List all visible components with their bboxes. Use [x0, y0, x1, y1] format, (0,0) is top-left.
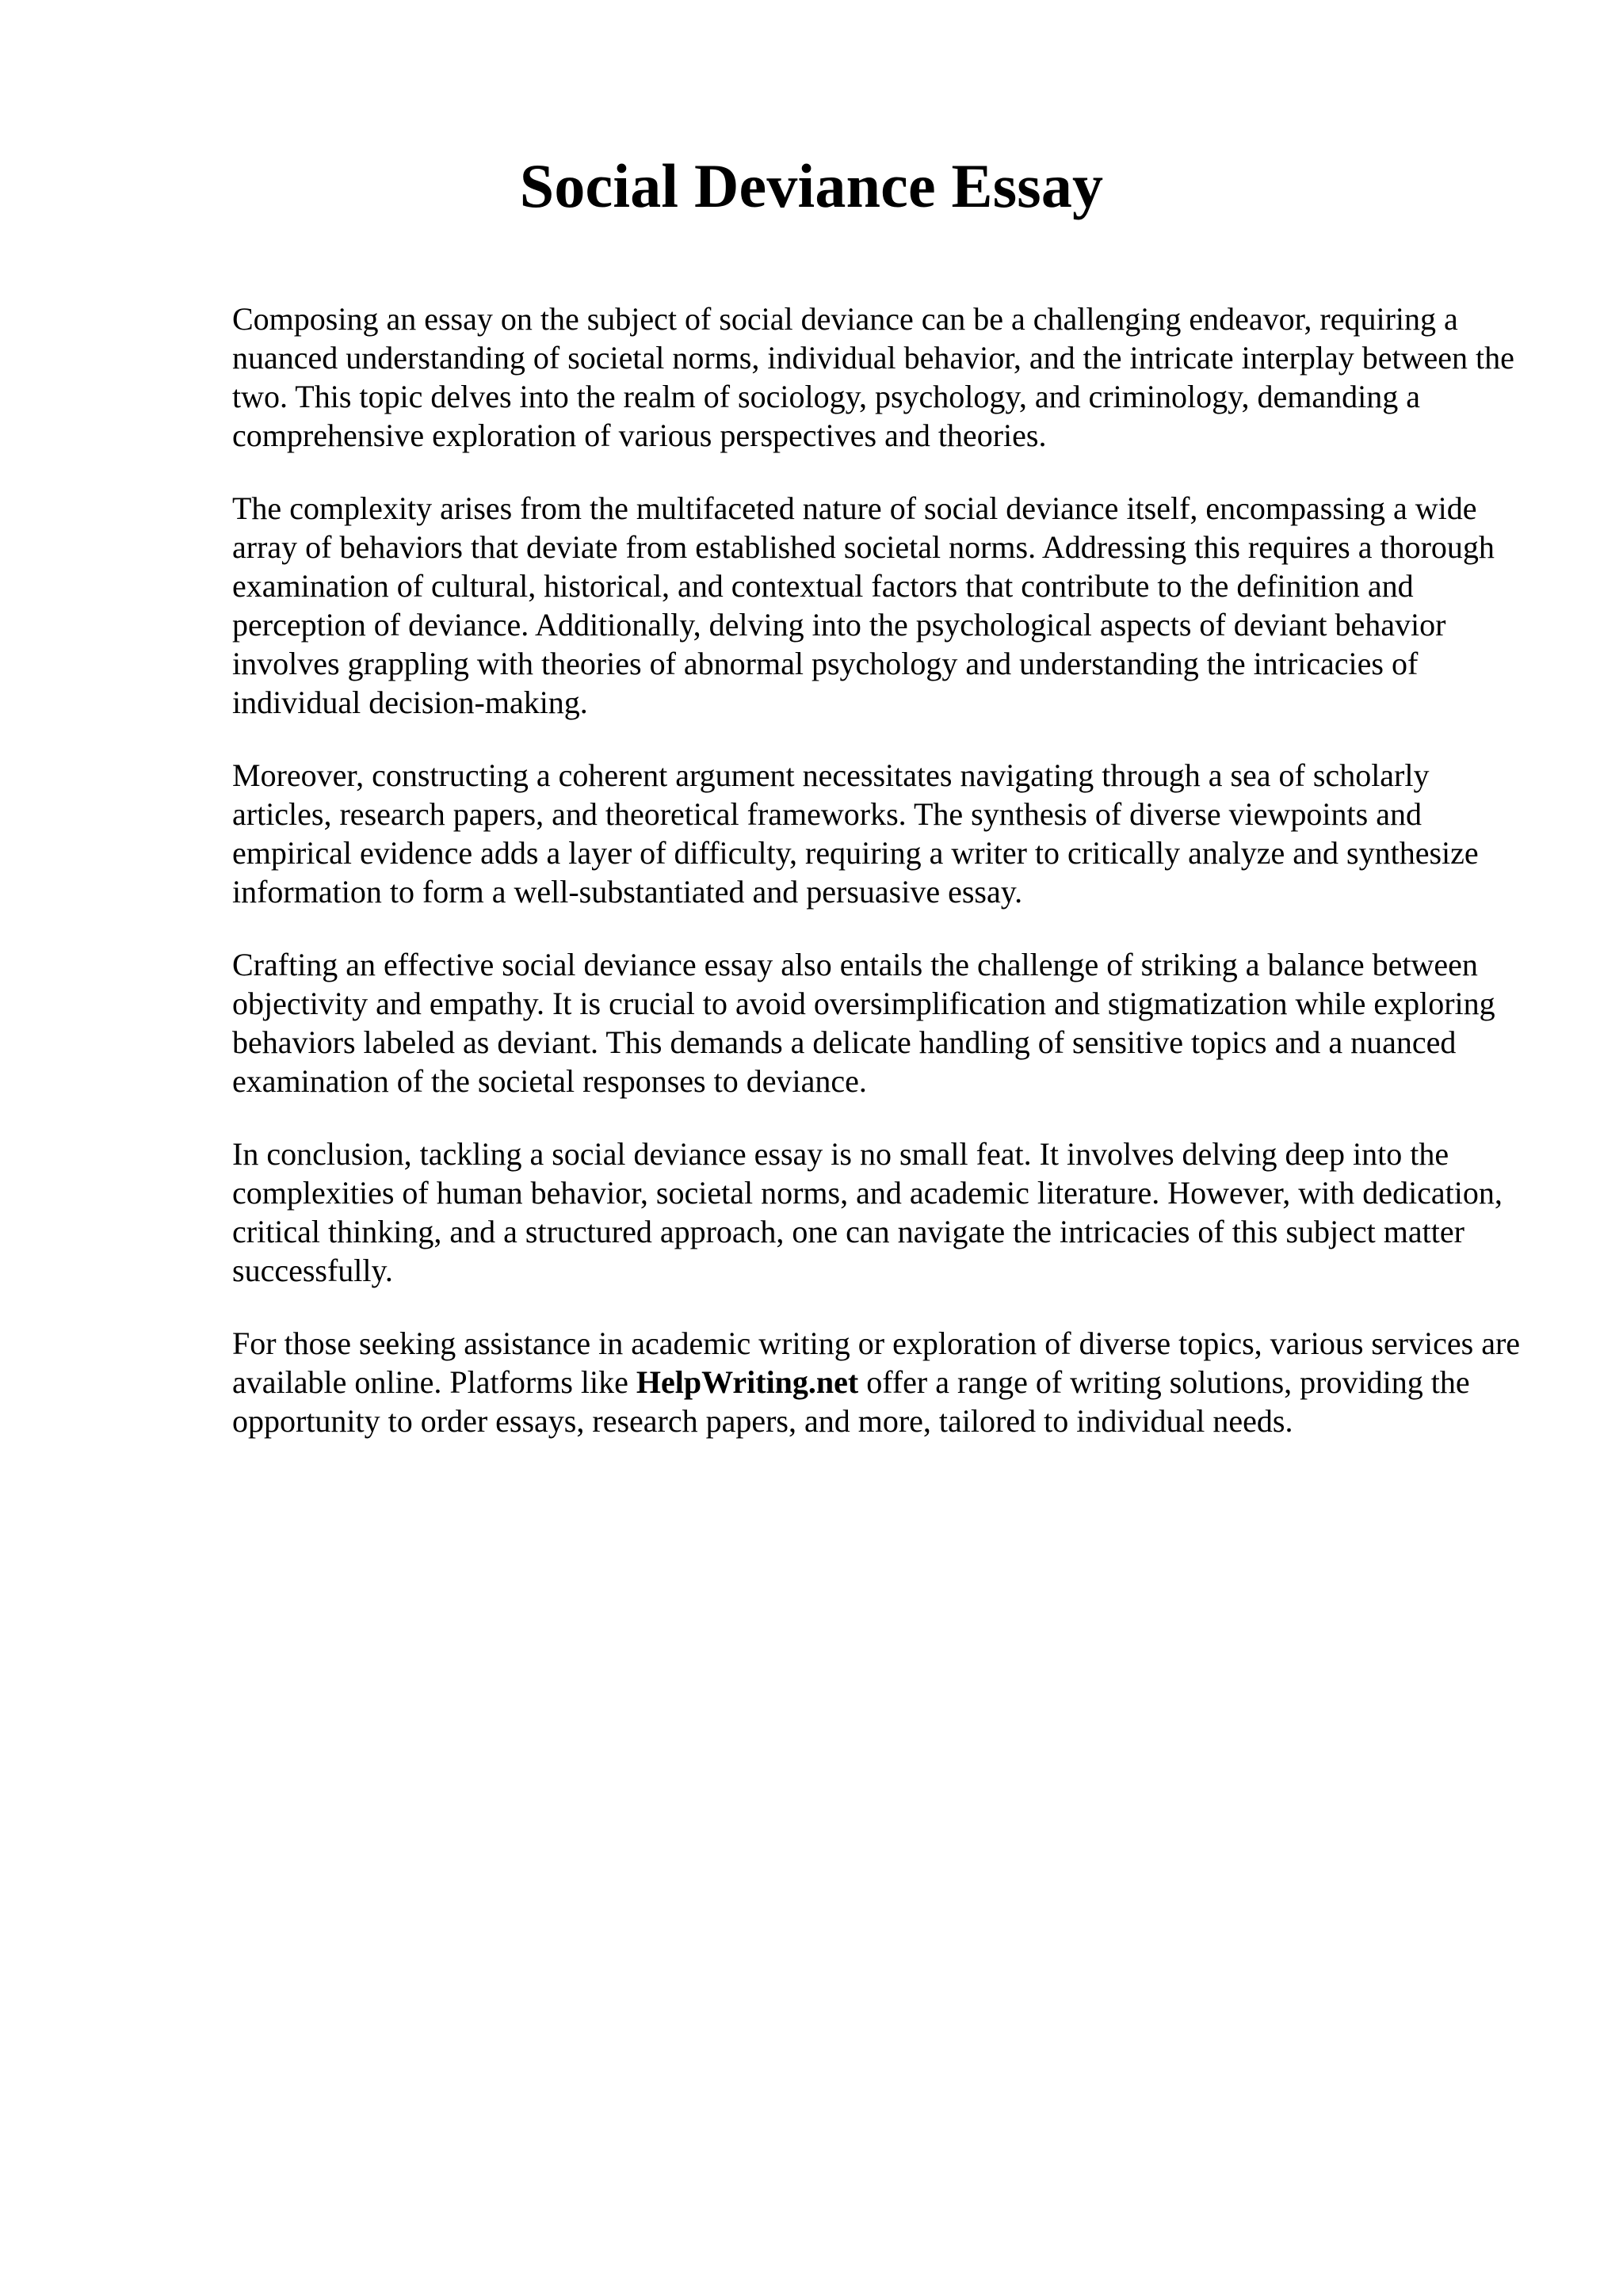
paragraph-6-before: For those seeking assistance in academic writing or exploration of diverse topics, various services are available online. Platforms like — [232, 1325, 1521, 1400]
paragraph-3: Moreover, constructing a coherent argument necessitates navigating through a sea of scholarly articles, research papers, and theoretical frameworks. The synthesis of diverse viewpoints and empirical evidence adds a layer of difficulty, requiring a writer to critically analyze and synthesize information to form a well-substantiated and persuasive essay. — [232, 757, 1479, 910]
paragraph-4: Crafting an effective social deviance essay also entails the challenge of striking a balance between objectivity and empathy. It is crucial to avoid oversimplification and stigmatization while exploring behaviors labeled as deviant. This demands a delicate handling of sensitive topics and a nuanced examination of the societal responses to deviance. — [232, 947, 1495, 1099]
paragraph-2: The complexity arises from the multifaceted nature of social deviance itself, encompassing a wide array of behaviors that deviate from established societal norms. Addressing this requires a thorough examination of cultural, historical, and contextual factors that contribute to the definition and perception of deviance. Additionally, delving into the psychological aspects of deviant behavior involves grappling with theories of abnormal psychology and understanding the intricacies of individual decision-making. — [232, 490, 1495, 720]
paragraph-5: In conclusion, tackling a social deviance essay is no small feat. It involves delving deep into the complexities of human behavior, societal norms, and academic literature. However, with dedication, critical thinking, and a structured approach, one can navigate the intricacies of this subject matter successfully. — [232, 1136, 1503, 1288]
paragraph-6 — [232, 1324, 1532, 1440]
paragraph-1: Composing an essay on the subject of social deviance can be a challenging endeavor, requiring a nuanced understanding of societal norms, individual behavior, and the intricate interplay between the two. This topic delves into the realm of sociology, psychology, and criminology, demanding a comprehensive exploration of various perspectives and theories. — [232, 301, 1514, 453]
paragraph-6-after: offer a range of writing solutions, providing the opportunity to order essays, research papers, and more, tailored to individual needs. — [232, 1364, 1470, 1439]
essay-body — [232, 299, 1532, 1474]
brand-name: HelpWriting.net — [636, 1364, 859, 1400]
page-title: Social Deviance Essay — [519, 151, 1104, 220]
